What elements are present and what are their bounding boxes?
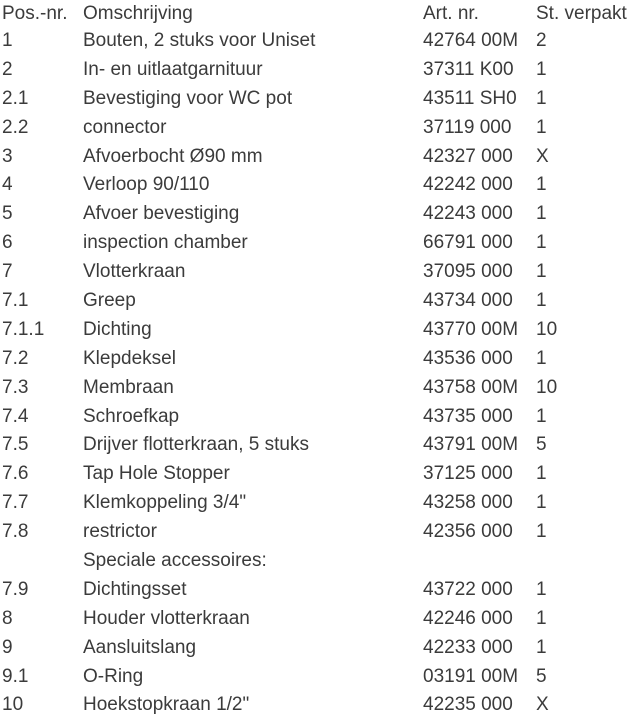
table-row <box>0 634 636 663</box>
row-pos-nr: 7 <box>2 261 13 283</box>
row-description: Greep <box>83 290 136 312</box>
row-article-nr: 43758 00M <box>423 376 519 398</box>
row-pos-nr: 7.5 <box>2 434 29 456</box>
header-article-nr: Art. nr. <box>423 3 479 24</box>
table-row <box>0 460 636 489</box>
row-description: Speciale accessoires: <box>83 550 267 572</box>
row-pos-nr: 7.3 <box>2 376 29 398</box>
row-article-nr: 43735 000 <box>423 405 513 427</box>
row-description: Membraan <box>83 376 174 398</box>
row-quantity: 1 <box>536 405 547 427</box>
row-article-nr: 42356 000 <box>423 521 513 543</box>
row-article-nr: 42243 000 <box>423 203 513 225</box>
row-pos-nr: 9 <box>2 636 13 658</box>
row-pos-nr: 9.1 <box>2 665 29 687</box>
row-pos-nr: 2 <box>2 58 13 80</box>
table-row <box>0 200 636 229</box>
row-description: restrictor <box>83 521 157 543</box>
table-row <box>0 374 636 403</box>
row-description: Klepdeksel <box>83 347 176 369</box>
table-row <box>0 518 636 547</box>
row-pos-nr: 8 <box>2 607 13 629</box>
row-pos-nr: 7.1.1 <box>2 318 45 340</box>
row-article-nr: 43791 00M <box>423 434 519 456</box>
row-description: Dichtingsset <box>83 578 187 600</box>
row-quantity: 1 <box>536 203 547 225</box>
row-pos-nr: 7.9 <box>2 578 29 600</box>
row-description: Klemkoppeling 3/4" <box>83 492 247 514</box>
row-quantity: 1 <box>536 607 547 629</box>
row-article-nr: 42327 000 <box>423 145 513 167</box>
section-heading-row <box>0 547 636 576</box>
header-pos-nr: Pos.-nr. <box>2 3 68 24</box>
table-row <box>0 316 636 345</box>
row-article-nr: 43734 000 <box>423 290 513 312</box>
row-article-nr: 66791 000 <box>423 232 513 254</box>
row-article-nr: 43536 000 <box>423 347 513 369</box>
row-quantity: 10 <box>536 318 558 340</box>
row-article-nr: 42242 000 <box>423 174 513 196</box>
table-row <box>0 605 636 634</box>
row-pos-nr: 7.6 <box>2 463 29 485</box>
row-description: Dichting <box>83 318 152 340</box>
row-description: Schroefkap <box>83 405 180 427</box>
row-description: Tap Hole Stopper <box>83 463 230 485</box>
row-description: inspection chamber <box>83 232 248 254</box>
row-description: Hoekstopkraan 1/2" <box>83 694 250 716</box>
table-row <box>0 691 636 720</box>
row-quantity: 1 <box>536 521 547 543</box>
row-description: Afvoerbocht Ø90 mm <box>83 145 263 167</box>
row-quantity: 1 <box>536 578 547 600</box>
row-article-nr: 03191 00M <box>423 665 519 687</box>
row-pos-nr: 7.1 <box>2 290 29 312</box>
row-article-nr: 43722 000 <box>423 578 513 600</box>
table-row <box>0 287 636 316</box>
row-article-nr: 37119 000 <box>423 116 512 138</box>
table-header-row <box>0 0 636 27</box>
row-quantity: 1 <box>536 636 547 658</box>
row-pos-nr: 6 <box>2 232 13 254</box>
table-row <box>0 27 636 56</box>
row-quantity: 1 <box>536 174 547 196</box>
table-row <box>0 489 636 518</box>
row-description: Bouten, 2 stuks voor Uniset <box>83 30 316 51</box>
row-quantity: 5 <box>536 434 547 456</box>
row-article-nr: 43258 000 <box>423 492 513 514</box>
row-quantity: X <box>536 145 549 167</box>
row-pos-nr: 5 <box>2 203 13 225</box>
table-row <box>0 229 636 258</box>
row-quantity: 1 <box>536 347 547 369</box>
row-quantity: 1 <box>536 463 547 485</box>
row-description: connector <box>83 116 167 138</box>
row-quantity: 1 <box>536 261 547 283</box>
row-pos-nr: 7.2 <box>2 347 29 369</box>
row-pos-nr: 7.7 <box>2 492 29 514</box>
row-quantity: 1 <box>536 232 547 254</box>
row-article-nr: 37125 000 <box>423 463 513 485</box>
row-quantity: 1 <box>536 492 547 514</box>
row-article-nr: 43770 00M <box>423 318 519 340</box>
row-description: O-Ring <box>83 665 144 687</box>
row-article-nr: 42246 000 <box>423 607 513 629</box>
row-quantity: 1 <box>536 116 547 138</box>
row-article-nr: 42233 000 <box>423 636 513 658</box>
header-description: Omschrijving <box>83 3 193 24</box>
row-description: Afvoer bevestiging <box>83 203 240 225</box>
row-quantity: 1 <box>536 290 547 312</box>
row-description: Aansluitslang <box>83 636 197 658</box>
row-pos-nr: 2.2 <box>2 116 29 138</box>
row-quantity: X <box>536 694 549 716</box>
row-pos-nr: 3 <box>2 145 13 167</box>
table-row <box>0 171 636 200</box>
row-quantity: 10 <box>536 376 558 398</box>
row-description: Verloop 90/110 <box>83 174 210 196</box>
row-description: Houder vlotterkraan <box>83 607 250 629</box>
row-pos-nr: 7.8 <box>2 521 29 543</box>
row-article-nr: 42764 00M <box>423 30 519 51</box>
row-pos-nr: 7.4 <box>2 405 29 427</box>
row-pos-nr: 4 <box>2 174 13 196</box>
row-description: Vlotterkraan <box>83 261 186 283</box>
row-pos-nr: 1 <box>2 30 13 51</box>
row-description: In- en uitlaatgarnituur <box>83 58 263 80</box>
table-row <box>0 431 636 460</box>
row-quantity: 1 <box>536 87 547 109</box>
table-row <box>0 258 636 287</box>
row-article-nr: 43511 SH0 <box>423 87 517 109</box>
row-article-nr: 37095 000 <box>423 261 513 283</box>
row-article-nr: 42235 000 <box>423 694 513 716</box>
table-row <box>0 143 636 172</box>
table-row <box>0 576 636 605</box>
table-body <box>0 27 636 720</box>
row-pos-nr: 10 <box>2 694 24 716</box>
table-row <box>0 56 636 85</box>
row-article-nr: 37311 K00 <box>423 58 514 80</box>
row-description: Bevestiging voor WC pot <box>83 87 293 109</box>
table-row <box>0 85 636 114</box>
header-quantity: St. verpakt <box>536 3 627 24</box>
table-row <box>0 345 636 374</box>
row-quantity: 1 <box>536 58 547 80</box>
table-row <box>0 114 636 143</box>
row-quantity: 2 <box>536 30 547 51</box>
row-pos-nr: 2.1 <box>2 87 29 109</box>
row-quantity: 5 <box>536 665 547 687</box>
table-row <box>0 403 636 432</box>
row-description: Drijver flotterkraan, 5 stuks <box>83 434 309 456</box>
table-row <box>0 663 636 692</box>
